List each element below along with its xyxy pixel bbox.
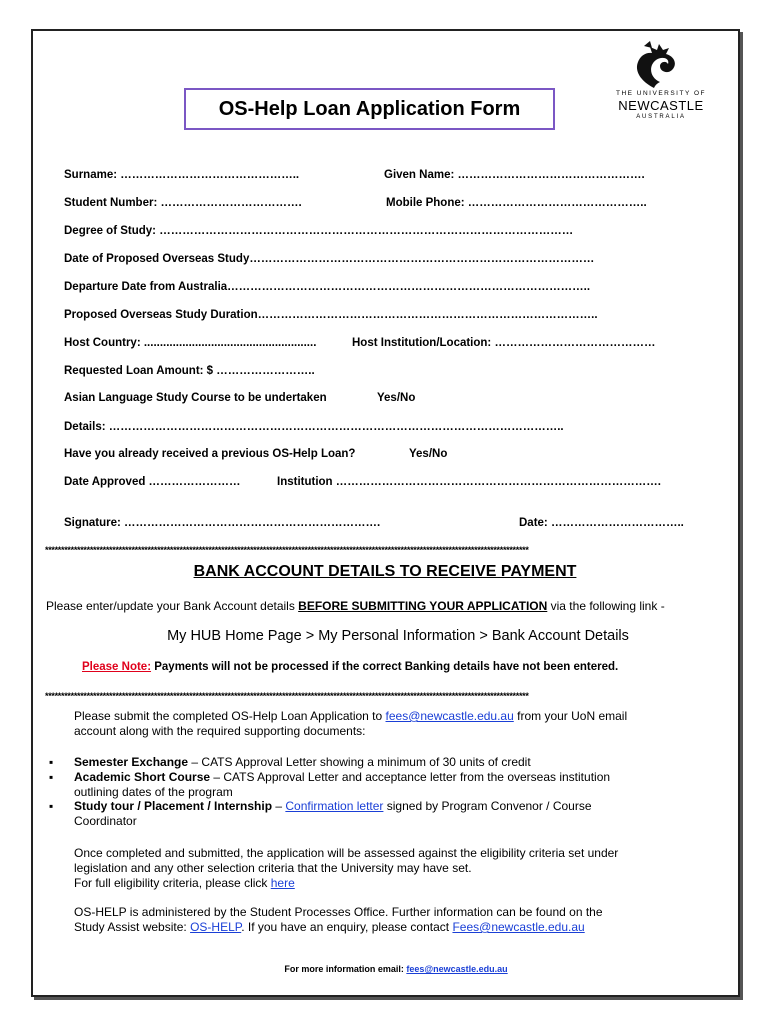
previous-loan-yes-no[interactable]: Yes/No [409,448,448,460]
admin-text-pre: Study Assist website: [74,920,191,934]
eligibility-here-link[interactable]: here [270,876,295,890]
host-country-field[interactable]: Host Country: ...................................................... [64,337,317,349]
bullet-marker: ▪ [49,799,54,813]
form-title: OS-Help Loan Application Form [218,97,521,120]
submit-text-post: from your UoN email [513,709,628,723]
given-name-field[interactable]: Given Name: …………………………………………. [384,169,645,181]
bullet-study-tour [74,799,592,813]
bullet-semester-exchange [74,755,531,769]
date-field[interactable]: Date: …………………………….. [519,517,684,529]
note-text: Payments will not be processed if the correct Banking details have not been entered. [151,661,619,673]
bullet-2-bold: Academic Short Course [74,770,211,784]
footer-text: For more information email: [284,964,407,974]
bullet-marker: ▪ [49,755,54,769]
logo-line-2: NEWCASTLE [618,98,704,113]
departure-date-field[interactable]: Departure Date from Australia………………………………………………………………………………….. [64,281,591,293]
fees-email-link[interactable]: fees@newcastle.edu.au [385,709,514,723]
footer-email-link[interactable]: fees@newcastle.edu.au [406,964,508,974]
submit-line-1 [74,709,627,723]
degree-field[interactable]: Degree of Study: ……………………………………………………………………………………………… [64,225,574,237]
separator-stars-bottom: ******************************************************************************************************************************************************* [45,691,529,701]
surname-field[interactable]: Surname: ……………………………………….. [64,169,300,181]
bank-instruction-post: via the following link - [547,599,665,613]
assessment-line-2: legislation and any other selection criteria that the University may have set. [74,861,472,875]
bank-instruction-pre: Please enter/update your Bank Account details [46,599,299,613]
details-field[interactable]: Details: ……………………………………………………………………………………………………….. [64,421,564,433]
study-date-field[interactable]: Date of Proposed Overseas Study……………………………………………………………………………… [64,253,595,265]
bullet-3-bold: Study tour / Placement / Internship [74,799,273,813]
admin-line-2 [74,920,585,934]
logo-line-1: THE UNIVERSITY OF [615,90,707,97]
separator-stars-top: ******************************************************************************************************************************************************* [45,545,529,555]
host-institution-field[interactable]: Host Institution/Location: …………………………………… [352,337,656,349]
confirmation-letter-link[interactable]: Confirmation letter [285,799,384,813]
admin-line-1: OS-HELP is administered by the Student Processes Office. Further information can be found on the [74,905,603,919]
footer [0,964,770,974]
bullet-3-dash: – [272,799,286,813]
assessment-line-1: Once completed and submitted, the application will be assessed against the eligibility criteria set under [74,846,619,860]
bullet-3-text: signed by Program Convenor / Course [383,799,592,813]
bank-instruction-bold: BEFORE SUBMITTING YOUR APPLICATION [298,599,548,613]
institution-field[interactable]: Institution …………………………………………………………………………. [277,476,661,488]
submit-line-2: account along with the required supporting documents: [74,724,366,738]
bullet-short-course [74,770,610,784]
assessment-text: For full eligibility criteria, please click [74,876,271,890]
bullet-study-tour-line2: Coordinator [74,814,137,828]
bank-heading: BANK ACCOUNT DETAILS TO RECEIVE PAYMENT [193,563,577,580]
signature-field[interactable]: Signature: …………………………………………………………. [64,517,381,529]
loan-amount-field[interactable]: Requested Loan Amount: $ …………………….. [64,365,315,377]
bank-note [82,661,618,673]
bank-instruction [46,599,665,613]
previous-loan-label: Have you already received a previous OS-Help Loan? [64,448,356,460]
bullet-short-course-line2: outlining dates of the program [74,785,233,799]
admin-text-mid: . If you have an enquiry, please contact [241,920,453,934]
bullet-1-bold: Semester Exchange [74,755,189,769]
bank-path: My HUB Home Page > My Personal Information > Bank Account Details [167,628,629,644]
seahorse-logo-icon [606,38,716,90]
bullet-marker: ▪ [49,770,54,784]
asian-language-label: Asian Language Study Course to be undertaken [64,392,327,404]
mobile-phone-field[interactable]: Mobile Phone: ……………………………………….. [386,197,647,209]
student-number-field[interactable]: Student Number: ………………………………. [64,197,302,209]
date-approved-field[interactable]: Date Approved …………………… [64,476,241,488]
fees-contact-link[interactable]: Fees@newcastle.edu.au [452,920,585,934]
asian-language-yes-no[interactable]: Yes/No [377,392,416,404]
bullet-1-text: – CATS Approval Letter showing a minimum of 30 units of credit [188,755,531,769]
submit-text-pre: Please submit the completed OS-Help Loan Application to [74,709,386,723]
os-help-link[interactable]: OS-HELP [190,920,242,934]
logo-line-3: AUSTRALIA [636,114,686,120]
form-title-box [184,88,555,130]
assessment-line-3 [74,876,295,890]
university-logo [606,38,716,122]
bullet-2-text: – CATS Approval Letter and acceptance letter from the overseas institution [210,770,611,784]
note-label: Please Note: [82,661,152,673]
study-duration-field[interactable]: Proposed Overseas Study Duration…………………………………………………………………………….. [64,309,598,321]
